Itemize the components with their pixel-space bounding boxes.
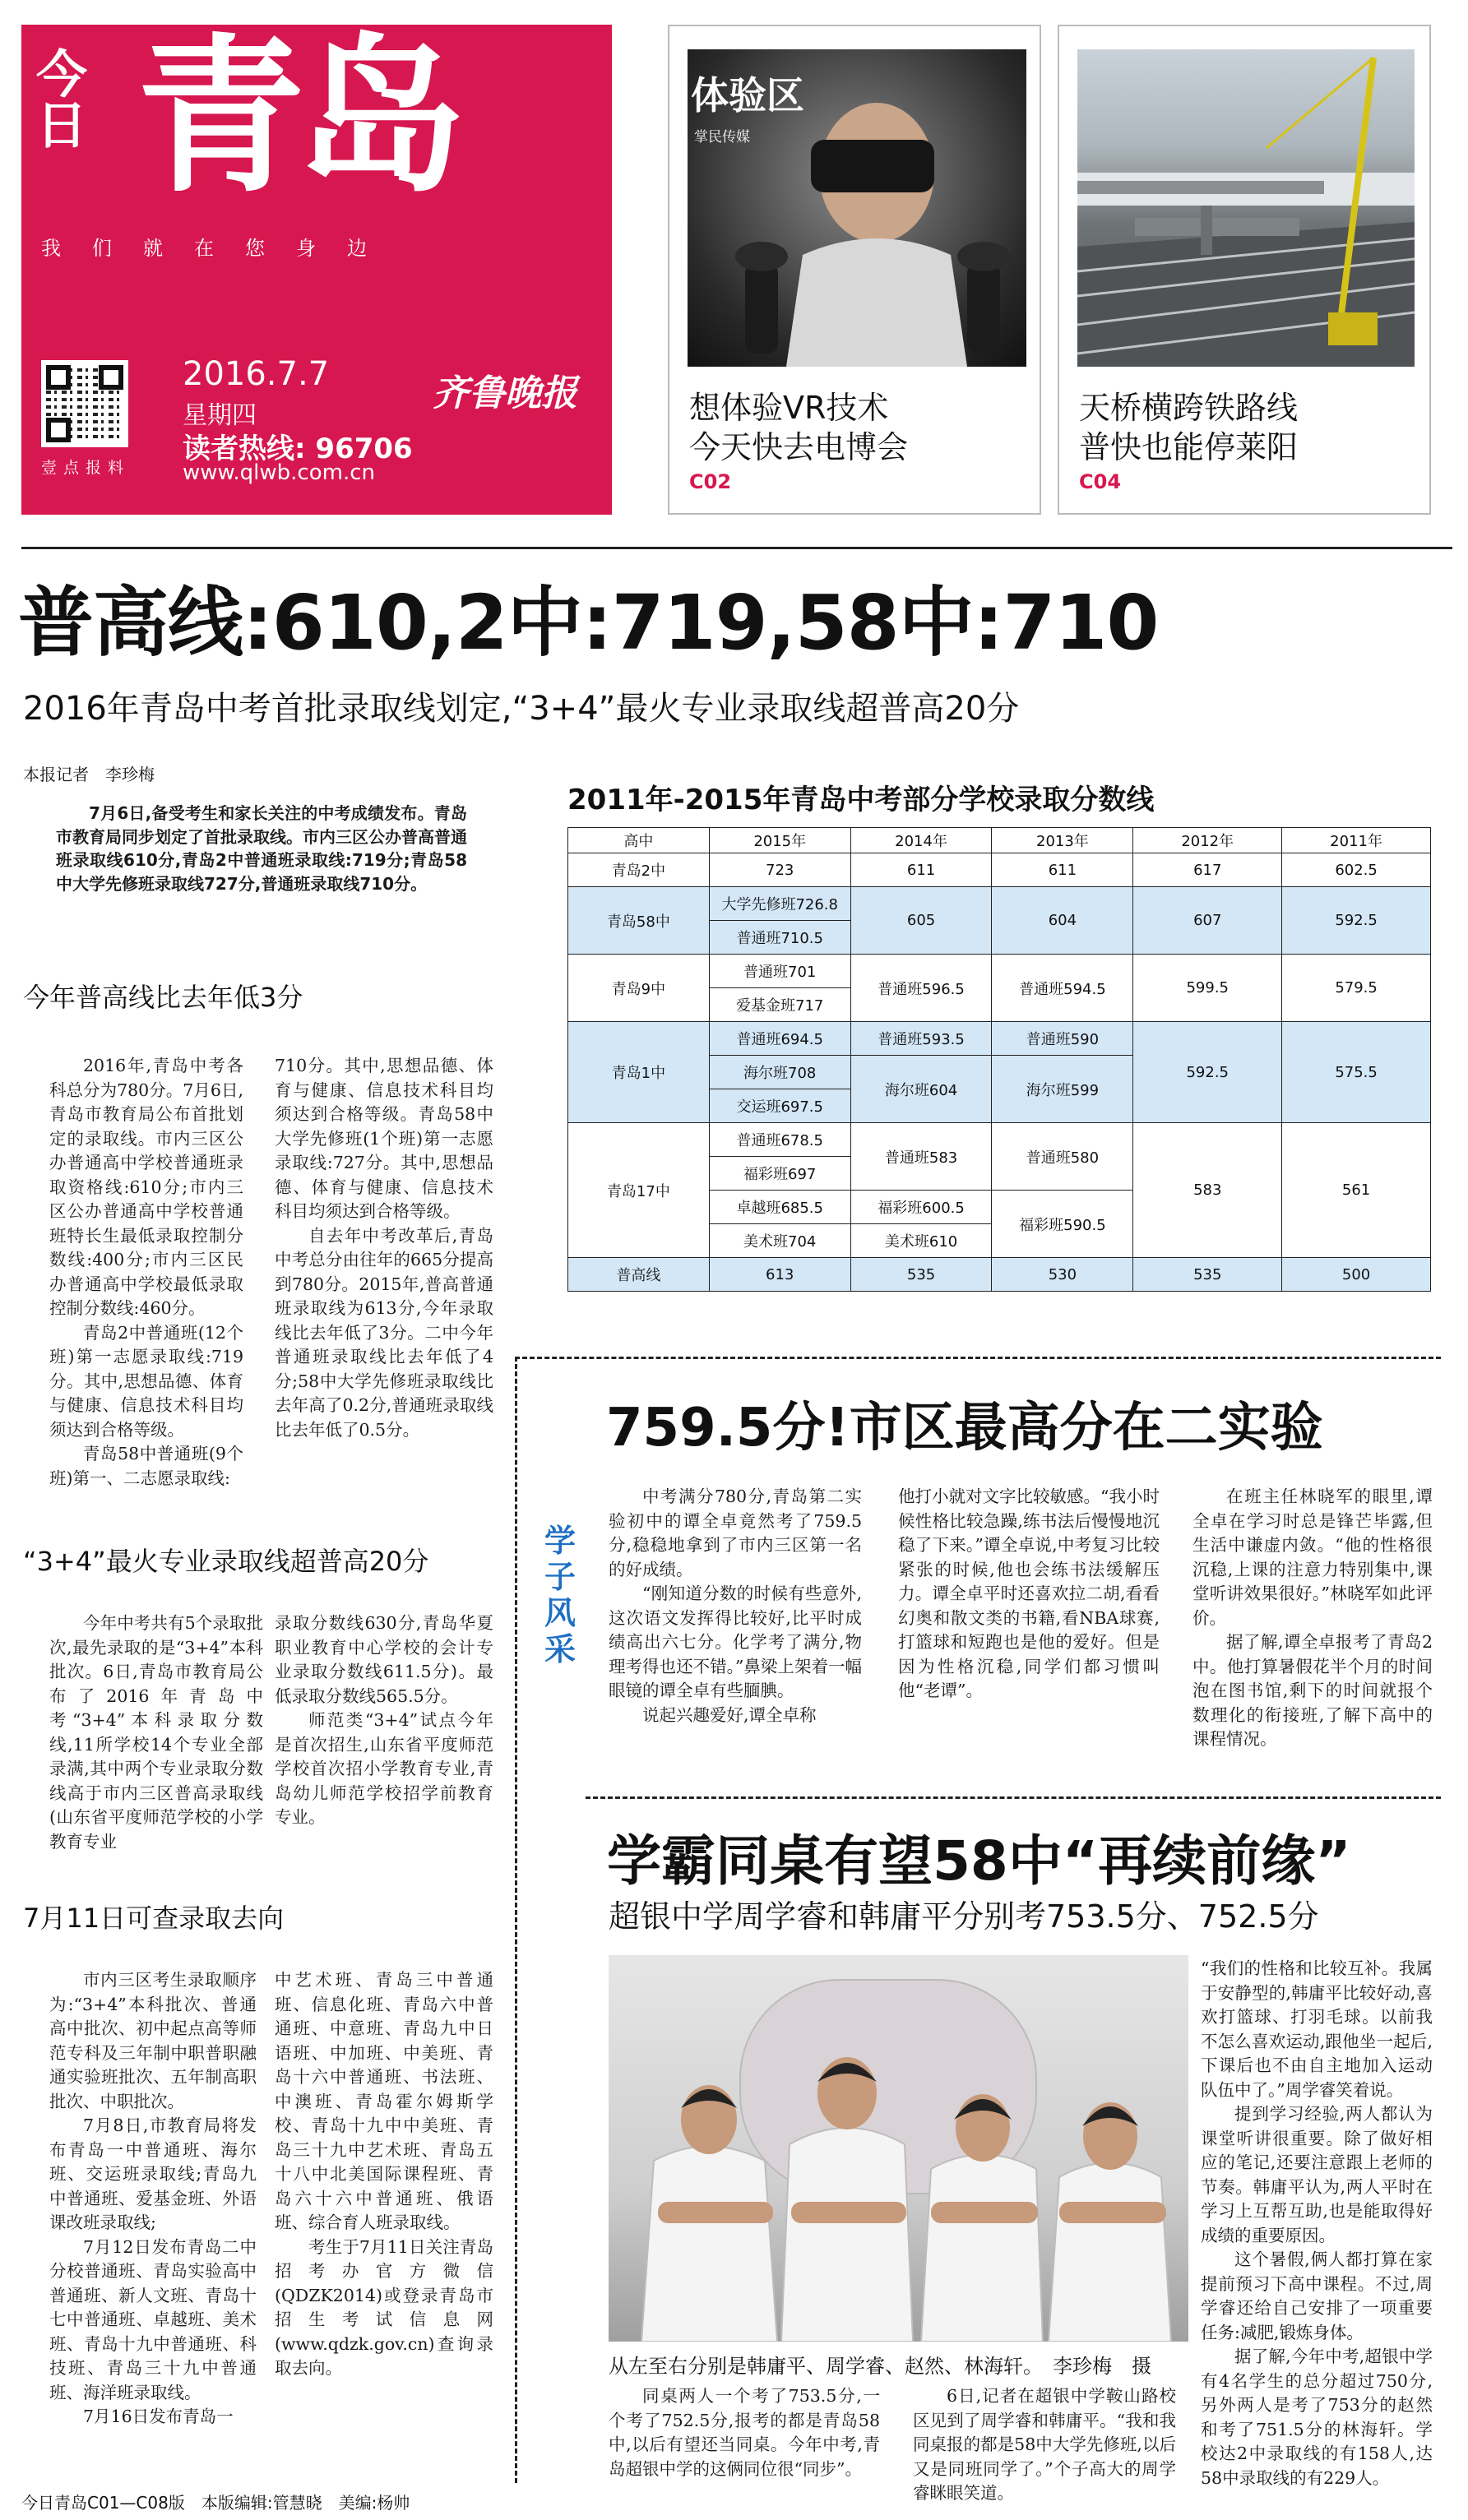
paragraph: 2016年,青岛中考各科总分为780分。7月6日,青岛市教育局公布首批划定的录取线。市内三区公办普通高中学校普通班录取资格线:610分;市内三区公办普通高中学校普通班特长生最低录取控制分数线:400分;市内三区民办普通高中学校最低录取控制分数线:460分。 xyxy=(49,1056,243,1318)
section-tag: 学子风采 xyxy=(544,1523,576,1667)
section-1-col-1 xyxy=(49,1054,243,1491)
table-row xyxy=(568,1123,1431,1157)
paragraph: 他打小就对文字比较敏感。“我小时候性格比较急躁,练书法后慢慢地沉稳了下来。”谭全卓说,中考复习比较紧张的时候,他也会练书法缓解压力。谭全卓平时还喜欢拉二胡,看看幻奥和散文类的书籍,看NBA球赛,打篮球和短跑也是他的爱好。但是因为性格沉稳,同学们都习惯叫他“老谭”。 xyxy=(898,1487,1160,1700)
qr-code-icon xyxy=(41,360,128,447)
section-2-col-1 xyxy=(49,1611,263,1854)
table-cell: 500 xyxy=(1282,1258,1431,1292)
table-cell: 美术班610 xyxy=(850,1224,992,1258)
paragraph: 提到学习经验,两人都认为课堂听讲很重要。除了做好相应的笔记,还要注意跟上老师的节奏。韩庸平认为,两人平时在学习上互帮互助,也是能取得好成绩的重要原因。 xyxy=(1201,2104,1433,2245)
paragraph: 今年中考共有5个录取批次,最先录取的是“3+4”本科批次。6日,青岛市教育局公布了2016年青岛中考“3+4”本科录取分数线,11所学校14个专业全部录满,其中两个专业录取分数线高于市内三区普高录取线(山东省平度师范学校的小学教育专业 xyxy=(49,1613,263,1852)
article-3-title: 学霸同桌有望58中“再续前缘” xyxy=(607,1829,1351,1893)
section-2-title: “3+4”最火专业录取线超普高20分 xyxy=(23,1546,429,1577)
table-cell: 599.5 xyxy=(1133,955,1282,1022)
table-cell: 卓越班685.5 xyxy=(709,1191,850,1224)
page-footer: 今日青岛C01—C08版 本版编辑:管慧晓 美编:杨帅 xyxy=(21,2493,410,2513)
paragraph: 青岛2中普通班(12个班)第一志愿录取线:719分。其中,思想品德、体育与健康、信息技术科目均须达到合格等级。 xyxy=(49,1322,243,1440)
photo-text: 体验区 xyxy=(691,73,804,118)
photo-logo: 掌民传媒 xyxy=(694,129,750,146)
table-header: 2013年 xyxy=(992,828,1133,853)
table-cell: 535 xyxy=(850,1258,992,1292)
table-cell: 普通班580 xyxy=(992,1123,1133,1191)
section-3-title: 7月11日可查录取去向 xyxy=(23,1903,285,1934)
paragraph: 7月8日,市教育局将发布青岛一中普通班、海尔班、交运班录取线;青岛九中普通班、爱基金班、外语课改班录取线; xyxy=(49,2115,257,2232)
article-3-col-right xyxy=(1201,1957,1433,2490)
teaser-page[interactable]: C02 xyxy=(689,470,732,493)
lead-paragraph xyxy=(56,802,467,895)
table-header: 2014年 xyxy=(850,828,992,853)
dashed-divider xyxy=(515,1357,517,2483)
teaser-title-1: 天桥横跨铁路线 xyxy=(1079,390,1299,426)
paragraph: 师范类“3+4”试点今年是首次招生,山东省平度师范学校首次招小学教育专业,青岛幼儿师范学校招学前教育专业。 xyxy=(275,1710,493,1827)
article-2-col-1 xyxy=(609,1485,862,1727)
table-cell: 602.5 xyxy=(1282,853,1431,887)
students-photo xyxy=(609,1955,1188,2342)
teaser-title-2: 今天快去电博会 xyxy=(689,429,909,465)
table-cell: 爱基金班717 xyxy=(709,988,850,1022)
table-cell: 579.5 xyxy=(1282,955,1431,1022)
table-cell: 617 xyxy=(1133,853,1282,887)
table-cell: 普通班596.5 xyxy=(850,955,992,1022)
article-2-col-2 xyxy=(898,1485,1160,1704)
table-cell: 583 xyxy=(1133,1123,1282,1258)
paragraph: 青岛58中普通班(9个班)第一、二志愿录取线: xyxy=(49,1444,243,1488)
divider xyxy=(21,547,1452,549)
masthead xyxy=(21,20,612,515)
article-2-col-3 xyxy=(1192,1485,1433,1752)
table-cell: 592.5 xyxy=(1133,1022,1282,1123)
qr-caption: 壹点报料 xyxy=(41,459,131,477)
table-cell: 大学先修班726.8 xyxy=(709,887,850,921)
article-3-col-b2 xyxy=(913,2384,1176,2506)
article-2-title: 759.5分!市区最高分在二实验 xyxy=(606,1398,1323,1459)
paragraph: 中艺术班、青岛三中普通班、信息化班、青岛六中普通班、中意班、青岛九中日语班、中加班、中美班、青岛十六中普通班、书法班、中澳班、青岛霍尔姆斯学校、青岛十九中中美班、青岛三十九中艺术班、青岛五十八中北美国际课程班、青岛六十六中普通班、俄语班、综合育人班录取线。 xyxy=(275,1970,493,2232)
vr-person-icon xyxy=(688,49,1026,367)
paragraph: 同桌两人一个考了753.5分,一个考了752.5分,报考的都是青岛58中,以后有望还当同桌。今年中考,青岛超银中学的这俩同位很“同步”。 xyxy=(609,2386,880,2479)
table-cell: 530 xyxy=(992,1258,1133,1292)
teaser-vr[interactable] xyxy=(668,25,1041,515)
table-cell: 海尔班604 xyxy=(850,1056,992,1123)
table-cell: 普通班701 xyxy=(709,955,850,988)
teaser-bridge[interactable] xyxy=(1058,25,1431,515)
dashed-divider xyxy=(586,1796,1441,1799)
table-header: 2015年 xyxy=(709,828,850,853)
paragraph: 7月16日发布青岛一 xyxy=(83,2407,234,2426)
section-2-col-2 xyxy=(275,1611,493,1830)
table-cell: 613 xyxy=(709,1258,850,1292)
paragraph: 录取分数线630分,青岛华夏职业教育中心学校的会计专业录取分数线611.5分)。最低录取分数线565.5分。 xyxy=(275,1613,493,1706)
table-cell: 611 xyxy=(850,853,992,887)
logo-main: 青岛 xyxy=(137,20,457,215)
issue-weekday: 星期四 xyxy=(183,401,257,430)
table-cell: 青岛58中 xyxy=(568,887,710,955)
bridge-photo xyxy=(1077,49,1415,367)
table-cell: 611 xyxy=(992,853,1133,887)
table-row xyxy=(568,887,1431,921)
table-cell: 普通班583 xyxy=(850,1123,992,1191)
teaser-page[interactable]: C04 xyxy=(1079,470,1122,493)
paragraph: 710分。其中,思想品德、体育与健康、信息技术科目均须达到合格等级。青岛58中大学先修班(1个班)第一志愿录取线:727分。其中,思想品德、体育与健康、信息技术科目均须达到合格等级。 xyxy=(275,1056,493,1221)
table-cell: 青岛2中 xyxy=(568,853,710,887)
website[interactable]: www.qlwb.com.cn xyxy=(183,460,375,485)
score-table xyxy=(567,827,1431,1292)
table-row xyxy=(568,1258,1431,1292)
paragraph: 据了解,今年中考,超银中学有4名学生的总分超过750分,另外两人是考了753分的赵然和考了751.5分的林海轩。学校达2中录取线的有158人,达58中录取线的有229人。 xyxy=(1201,2347,1433,2488)
paragraph: “刚知道分数的时候有些意外,这次语文发挥得比较好,比平时成绩高出六七分。化学考了满分,物理考得也还不错。”鼻梁上架着一幅眼镜的谭全卓有些腼腆。 xyxy=(609,1584,862,1700)
table-cell: 607 xyxy=(1133,887,1282,955)
lead-text: 7月6日,备受考生和家长关注的中考成绩发布。青岛市教育局同步划定了首批录取线。市内三区公办普高普通班录取线610分,青岛2中普通班录取线:719分;青岛58中大学先修班录取线727分,普通班录取线710分。 xyxy=(56,803,467,894)
table-cell: 604 xyxy=(992,887,1133,955)
paragraph: 中考满分780分,青岛第二实验初中的谭全卓竟然考了759.5分,稳稳地拿到了市内三区第一名的好成绩。 xyxy=(609,1487,862,1579)
photo-caption: 从左至右分别是韩庸平、周学睿、赵然、林海轩。 李珍梅 摄 xyxy=(609,2355,1151,2378)
reader-hotline: 读者热线: 96706 xyxy=(183,432,413,465)
table-cell: 交运班697.5 xyxy=(709,1089,850,1123)
table-cell: 561 xyxy=(1282,1123,1431,1258)
section-3-col-1 xyxy=(49,1968,257,2430)
table-header: 高中 xyxy=(568,828,710,853)
table-cell: 普通班694.5 xyxy=(709,1022,850,1056)
table-cell: 青岛1中 xyxy=(568,1022,710,1123)
section-1-title: 今年普高线比去年低3分 xyxy=(23,982,303,1013)
table-cell: 普通班593.5 xyxy=(850,1022,992,1056)
sub-headline: 2016年青岛中考首批录取线划定,“3+4”最火专业录取线超普高20分 xyxy=(23,690,1020,728)
paragraph: 7月12日发布青岛二中分校普通班、青岛实验高中普通班、新人文班、青岛十七中普通班、卓越班、美术班、青岛十九中普通班、科技班、青岛三十九中普通班、海洋班录取线。 xyxy=(49,2236,257,2402)
table-cell: 福彩班590.5 xyxy=(992,1191,1133,1258)
main-headline: 普高线:610,2中:719,58中:710 xyxy=(18,579,1159,667)
table-cell: 青岛17中 xyxy=(568,1123,710,1258)
section-1-col-2 xyxy=(275,1054,493,1442)
table-cell: 普高线 xyxy=(568,1258,710,1292)
table-cell: 普通班594.5 xyxy=(992,955,1133,1022)
table-cell: 青岛9中 xyxy=(568,955,710,1022)
table-row xyxy=(568,955,1431,988)
byline: 本报记者 李珍梅 xyxy=(23,765,155,784)
table-cell: 福彩班600.5 xyxy=(850,1191,992,1224)
paragraph: 据了解,谭全卓报考了青岛2中。他打算暑假花半个月的时间泡在图书馆,剩下的时间就报个数理化的衔接班,了解下高中的课程情况。 xyxy=(1192,1632,1433,1749)
article-3-subtitle: 超银中学周学睿和韩庸平分别考753.5分、752.5分 xyxy=(609,1898,1319,1935)
slogan: 我们就在您身边 xyxy=(41,237,398,260)
teaser-title-1: 想体验VR技术 xyxy=(689,390,889,426)
table-cell: 海尔班599 xyxy=(992,1056,1133,1123)
paragraph: 在班主任林晓军的眼里,谭全卓在学习时总是锋芒毕露,但生活中谦虚内敛。“他的性格很沉稳,上课的注意力特别集中,课堂听讲效果很好。”林晓军如此评价。 xyxy=(1192,1487,1433,1628)
paragraph: 自去年中考改革后,青岛中考总分由往年的665分提高到780分。2015年,普高普通班录取线为613分,今年录取线比去年低了3分。二中今年普通班录取线比去年低了4分;58中大学先修班录取线比去年高了0.2分,普通班录取线比去年低了0.5分。 xyxy=(275,1225,493,1440)
table-header: 2011年 xyxy=(1282,828,1431,853)
table-row xyxy=(568,1022,1431,1056)
issue-date: 2016.7.7 xyxy=(183,355,330,393)
students-icon xyxy=(609,1955,1188,2342)
table-header: 2012年 xyxy=(1133,828,1282,853)
table-cell: 福彩班697 xyxy=(709,1157,850,1191)
logo-jin: 今日 xyxy=(36,44,85,155)
article-3-col-b1 xyxy=(609,2384,880,2481)
table-cell: 592.5 xyxy=(1282,887,1431,955)
paragraph: 这个暑假,俩人都打算在家提前预习下高中课程。不过,周学睿还给自己安排了一项重要任务:减肥,锻炼身体。 xyxy=(1201,2250,1433,2342)
table-header-row xyxy=(568,828,1431,853)
table-title: 2011年-2015年青岛中考部分学校录取分数线 xyxy=(567,784,1155,816)
dashed-divider xyxy=(515,1357,1441,1359)
teaser-title-2: 普快也能停莱阳 xyxy=(1079,429,1299,465)
table-cell: 575.5 xyxy=(1282,1022,1431,1123)
vr-photo xyxy=(688,49,1026,367)
table-cell: 723 xyxy=(709,853,850,887)
railway-bridge-icon xyxy=(1077,49,1415,367)
paragraph: 说起兴趣爱好,谭全卓称 xyxy=(642,1704,817,1725)
table-cell: 605 xyxy=(850,887,992,955)
paragraph: “我们的性格和比较互补。我属于安静型的,韩庸平比较好动,喜欢打篮球、打羽毛球。以前我不怎么喜欢运动,跟他坐一起后,下课后也不由自主地加入运动队伍中了。”周学睿笑着说。 xyxy=(1201,1958,1433,2100)
table-cell: 海尔班708 xyxy=(709,1056,850,1089)
section-3-col-2 xyxy=(275,1968,493,2381)
table-cell: 普通班590 xyxy=(992,1022,1133,1056)
table-cell: 535 xyxy=(1133,1258,1282,1292)
paragraph: 6日,记者在超银中学鞍山路校区见到了周学睿和韩庸平。“我和我同桌报的都是58中大学先修班,以后又是同班同学了。”个子高大的周学睿眯眼笑道。 xyxy=(913,2386,1176,2503)
table-row xyxy=(568,853,1431,887)
brand-logo: 齐鲁晚报 xyxy=(433,372,577,414)
paragraph: 市内三区考生录取顺序为:“3+4”本科批次、普通高中批次、初中起点高等师范专科及三年制中职普职融通实验班批次、五年制高职批次、中职批次。 xyxy=(49,1970,257,2111)
table-cell: 美术班704 xyxy=(709,1224,850,1258)
table-cell: 普通班678.5 xyxy=(709,1123,850,1157)
paragraph: 考生于7月11日关注青岛招考办官方微信(QDZK2014)或登录青岛市招生考试信息网(www.qdzk.gov.cn)查询录取去向。 xyxy=(275,2236,493,2378)
table-cell: 普通班710.5 xyxy=(709,921,850,955)
